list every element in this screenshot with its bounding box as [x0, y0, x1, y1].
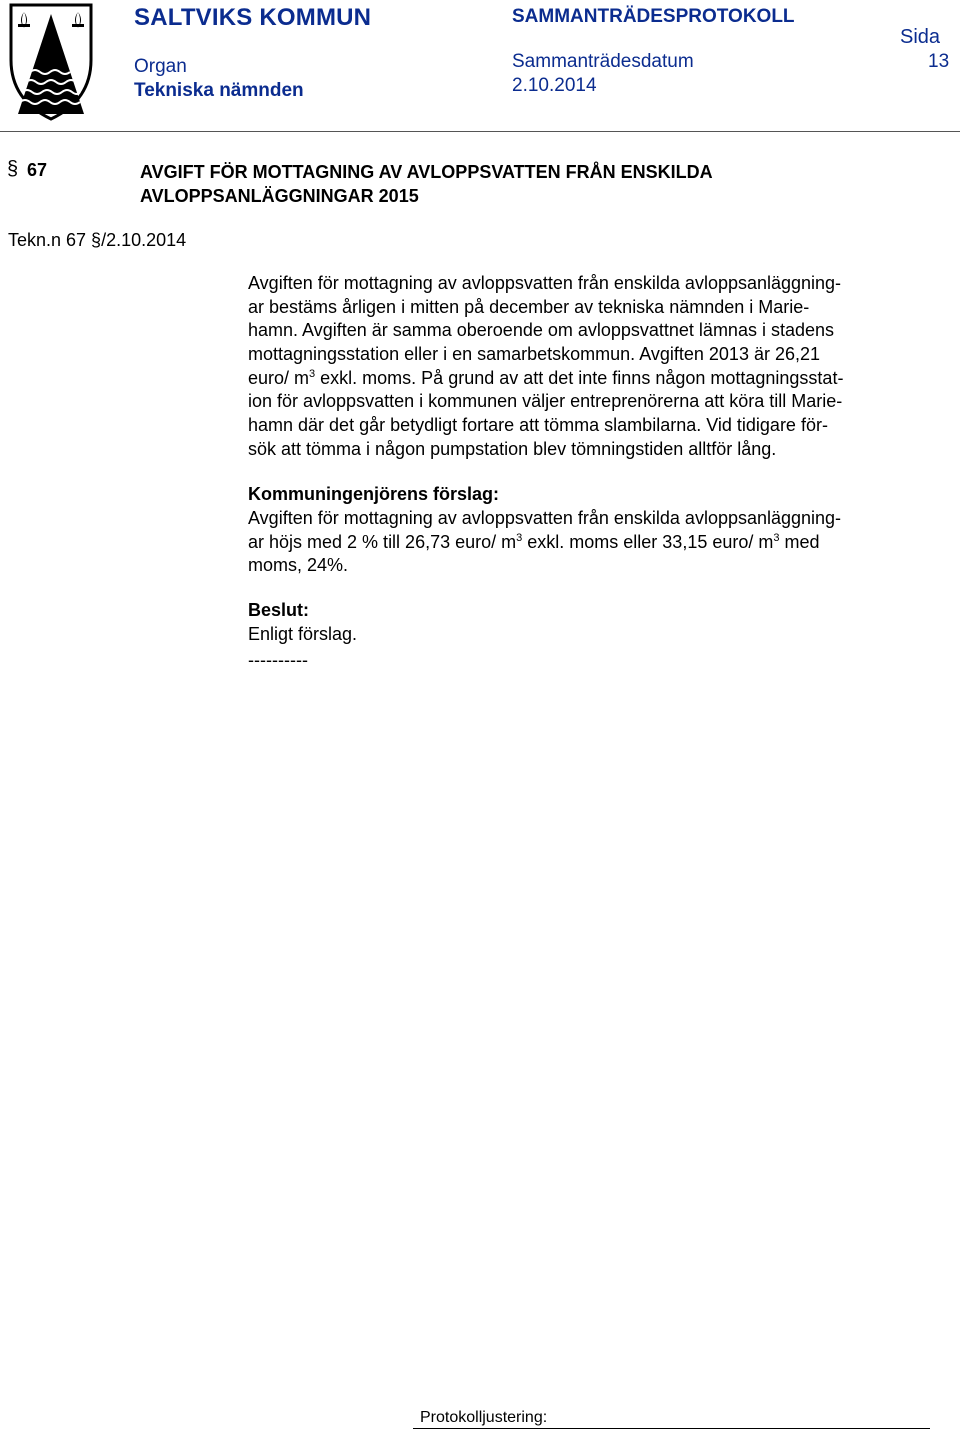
superscript: 3 — [773, 531, 780, 544]
superscript: 3 — [516, 531, 523, 544]
text-fragment: euro/ m — [248, 367, 310, 388]
text-line — [248, 531, 938, 555]
text-line: ar bestäms årligen i mitten på december av tekniska nämnden i Marie- — [248, 296, 810, 317]
section-number: 67 — [27, 160, 48, 180]
decision-heading: Beslut: — [248, 600, 310, 620]
page-label: Sida — [900, 26, 941, 48]
section-reference: Tekn.n 67 §/2.10.2014 — [8, 230, 187, 250]
section-title-line: AVLOPPSANLÄGGNINGAR 2015 — [140, 186, 419, 206]
text-line: Avgiften för mottagning av avloppsvatten från enskilda avloppsanläggning- — [248, 273, 842, 293]
text-line: ion för avloppsvatten i kommunen väljer entreprenörerna att köra till Marie- — [248, 391, 843, 412]
text-fragment: exkl. moms. På grund av att det inte finns någon mottagningsstat- — [315, 367, 844, 388]
superscript: 3 — [309, 367, 316, 380]
verification-signature-line — [413, 1428, 930, 1429]
verification-label: Protokolljustering: — [420, 1409, 548, 1426]
municipal-coat-of-arms-icon — [8, 2, 94, 122]
section-title — [140, 160, 920, 208]
text-line: hamn. Avgiften är samma oberoende om avloppsvattnet lämnas i stadens — [248, 320, 835, 341]
background-paragraph — [248, 272, 938, 462]
separator: ---------- — [248, 650, 308, 670]
text-fragment: ar höjs med 2 % till 26,73 euro/ m — [248, 531, 517, 552]
organ-value: Tekniska nämnden — [134, 80, 304, 101]
meeting-date-label: Sammanträdesdatum — [512, 51, 694, 72]
section-title-line: AVGIFT FÖR MOTTAGNING AV AVLOPPSVATTEN FRÅN ENSKILDA — [140, 162, 713, 182]
text-line — [248, 367, 938, 391]
page-number: 13 — [928, 51, 950, 72]
proposal-heading: Kommuningenjörens förslag: — [248, 484, 500, 504]
header-divider — [0, 131, 960, 132]
text-fragment: exkl. moms eller 33,15 euro/ m — [522, 531, 774, 552]
organ-label: Organ — [134, 56, 187, 77]
section-mark: § — [7, 158, 19, 180]
decision-text: Enligt förslag. — [248, 624, 358, 644]
text-line: sök att tömma i någon pumpstation blev tömningstiden alltför lång. — [248, 438, 777, 459]
text-line: moms, 24%. — [248, 555, 349, 576]
meeting-date: 2.10.2014 — [512, 75, 597, 96]
proposal-paragraph — [248, 507, 938, 578]
text-line: Avgiften för mottagning av avloppsvatten från enskilda avloppsanläggning- — [248, 508, 842, 528]
text-fragment: med — [779, 531, 820, 552]
text-line: mottagningsstation eller i en samarbetskommun. Avgiften 2013 är 26,21 — [248, 344, 821, 365]
document-type: SAMMANTRÄDESPROTOKOLL — [512, 6, 795, 27]
municipality-name: SALTVIKS KOMMUN — [134, 4, 372, 31]
text-line: hamn där det går betydligt fortare att tömma slambilarna. Vid tidigare för- — [248, 415, 828, 436]
